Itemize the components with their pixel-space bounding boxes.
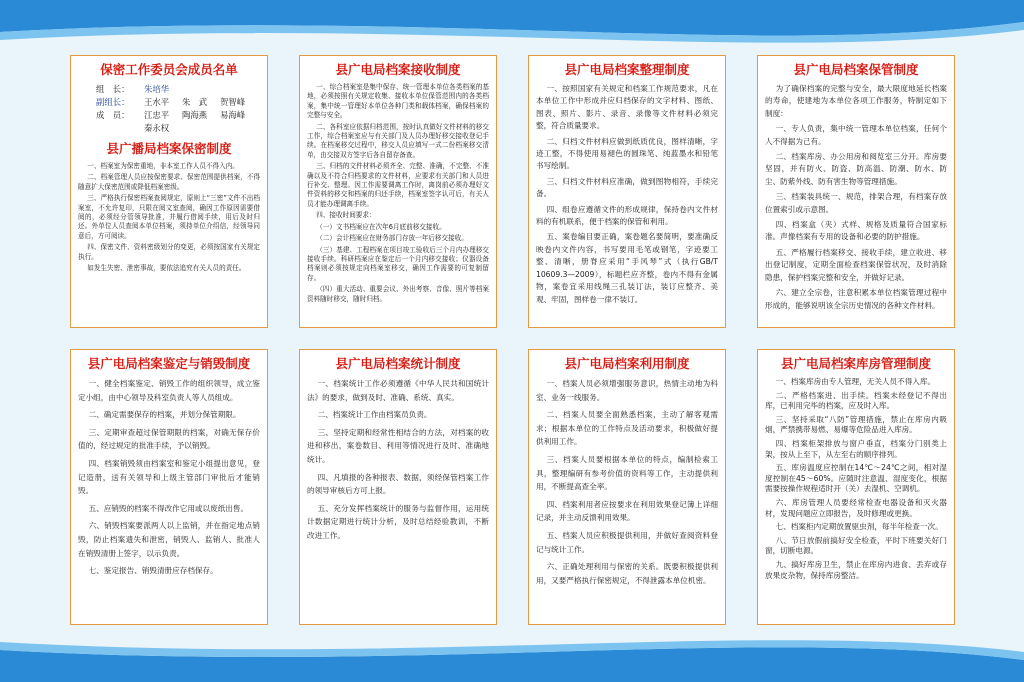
panel-title: 县广电局档案统计制度 xyxy=(335,356,461,371)
paragraph: 五、案卷编目要正确，案卷题名要简明，要准确反映卷内文件内容，书写要用毛笔或钢笔，字迹要工整、清晰，册脊应采用“手风琴”式（执行GB/T 10609.3—2009），标题栏应齐整，卷内不得有金属物，案卷宜采用线绳三孔装订法，装订应整齐、美观、牢固，图样卷一律不装订。 xyxy=(536,232,718,304)
deputy-name: 贺智峰 xyxy=(220,97,246,107)
leader-name: 朱培华 xyxy=(144,84,170,94)
paragraph: 如发生失密、泄密事故，要依法追究有关人员的责任。 xyxy=(87,264,246,273)
paragraph: 一、健全档案鉴定、销毁工作的组织领导，成立鉴定小组，由中心领导及科室负责人等人员组成。 xyxy=(78,379,260,402)
member-row xyxy=(78,109,260,122)
paragraph: 二、档案库房、办公用房和阅览室三分开。库房要坚固，并有防火、防盗、防高温、防潮、防水、防尘、防紫外线、防有害生物等管理措施。 xyxy=(765,152,947,186)
paragraph: （四）重大活动、重要会议、外出考察、音像、照片等档案资料随时移交，随时归档。 xyxy=(307,285,489,303)
paragraph: 三、档案人员要根据本单位的特点，编制检索工具，整理编研有参考价值的资料等工作，主动提供利用，不断提高查全率。 xyxy=(536,454,718,492)
panel-title: 县广电局档案保管制度 xyxy=(793,62,919,77)
paragraph: 四、组卷应遵循文件的形成规律，保持卷内文件材料的有机联系，便于档案的保管和利用。 xyxy=(536,204,718,227)
member-name: 秦永权 xyxy=(144,123,170,133)
deputy-name: 朱 武 xyxy=(182,97,208,107)
panel-archive-custody xyxy=(757,55,955,328)
paragraph: 七、档案柜内定期放置驱虫剂，每半年检查一次。 xyxy=(775,522,943,532)
paragraph: 二、严格档案进、出手续。档案未经登记不得出库，已利用完毕的档案，应及时入库。 xyxy=(765,390,947,411)
paragraph: 四、档案盒（夹）式样、规格及质量符合国家标准。声像档案有专用的设备和必要的防护措施。 xyxy=(765,220,947,242)
panel-appraisal-destruction xyxy=(70,349,268,625)
paragraph: （三）基建、工程档案在项目竣工验收后三个月内办理移交接收手续。科研档案应在鉴定后一个月内移交接收；仪器设备档案则必须按规定向档案室移交，确因工作需要的可复制留存。 xyxy=(307,245,489,282)
paragraph: 四、档案柜架排放与窗户垂直，档案分门别类上架，按从上至下，从左至右的顺序排列。 xyxy=(765,438,947,459)
paragraph: 二、归档文件材料应做到纸质优良，图样清晰，字迹工整，不得使用易褪色的圆珠笔、纯蓝墨水和铅笔书写绘制。 xyxy=(536,136,718,171)
paragraph: 三、归档文件材料应准确，做到图物相符，手续完备。 xyxy=(536,176,718,199)
paragraph: （二）会计档案应在财务部门存放一年后移交接收。 xyxy=(316,234,468,243)
panel-utilization xyxy=(528,349,726,625)
panel-title: 县广电局档案接收制度 xyxy=(335,62,461,77)
paragraph: 一、专人负责，集中统一管理本单位档案，任何个人不得据为己有。 xyxy=(765,124,947,146)
paragraph: 四、档案销毁须由档案室和鉴定小组提出意见，登记造册，送有关领导和上级主管部门审批后才能销毁。 xyxy=(78,458,260,496)
paragraph: 三、坚持定期和经常性相结合的方法，对档案的收进和移出，案卷数目、利用等情况进行及时、准确地统计。 xyxy=(307,427,489,464)
panel-archive-receiving xyxy=(299,55,497,328)
paragraph: 五、严格履行档案移交、接收手续，建立收进、移出登记制度，定期全面检查档案保管状况，及时消除隐患，保护档案完整和安全，并做好记录。 xyxy=(765,247,947,282)
paragraph: 四、凡填报的各种报表、数据，须经保管档案工作的领导审核后方可上报。 xyxy=(307,472,489,496)
paragraph: 三、定期审查超过保管期限的档案，对确无保存价值的，经过规定的批准手续，予以销毁。 xyxy=(78,427,260,451)
paragraph: 二、档案人员要全面熟悉档案，主动了解客观需求；根据本单位的工作特点及活动要求，积极做好提供利用工作。 xyxy=(536,410,718,447)
paragraph: （一）文书档案应在次年6月底前移交接收。 xyxy=(316,222,446,231)
member-name: 江忠平 xyxy=(144,110,170,120)
member-label: 成 员： xyxy=(96,110,130,120)
deputy-row xyxy=(78,96,260,109)
paragraph: 为了确保档案的完整与安全，最大限度地延长档案的寿命，使建地为本单位各项工作服务，特制定如下制度： xyxy=(765,84,947,118)
panel-archive-organizing xyxy=(528,55,726,328)
paragraph: 九、搞好库房卫生，禁止在库房内进食、丢弃或存放果皮杂物，保持库房整洁。 xyxy=(765,559,947,580)
paragraph: 三、档案装具统一、规范，排架合理，有档案存放位置索引或示意图。 xyxy=(765,192,947,214)
paragraph: 六、库房管理人员要经常检查电器设备和灭火器材，发现问题应立即报告，及时修理或更换。 xyxy=(765,497,947,518)
paragraph: 四、保密文件、资料密级划分的变更，必须按国家有关规定执行。 xyxy=(78,243,260,261)
panel-title: 县广电局档案利用制度 xyxy=(564,356,690,371)
panel-title: 县广电局档案鉴定与销毁制度 xyxy=(87,356,251,371)
panel-statistics xyxy=(299,349,497,625)
member-name: 陶海燕 xyxy=(182,110,208,120)
paragraph: 三、坚持采取“八防”管理措施，禁止在库房内吸烟，严禁携带易燃、易爆等危险品进入库房。 xyxy=(765,414,947,435)
top-wave-decoration xyxy=(0,0,1024,60)
paragraph: 二、各科室应依据归档范围，按时认真做好文件材料的移交工作，综合档案室应与有关部门及人员办理好移交接收登记手续。在档案移交过程中，移交人员应填写一式二份档案移交清单，由交接双方签字后各自留存备查。 xyxy=(307,122,489,159)
bottom-wave-decoration xyxy=(0,622,1024,682)
paragraph: 一、档案统计工作必须遵循《中华人民共和国统计法》的要求，做到及时、准确、系统、真实。 xyxy=(307,379,489,402)
paragraph: 二、确定需要保存的档案，并划分保管期限。 xyxy=(88,410,241,420)
paragraph: 五、库房温度应控制在14℃～24℃之间，相对湿度控制在45～60%。应随时注意温、湿度变化，根据需要按操作规程适时开（关）去湿机、空调机。 xyxy=(765,463,947,494)
paragraph: 五、档案人员应积极提供利用，并做好查阅资料登记与统计工作。 xyxy=(536,530,718,554)
member-row xyxy=(78,122,260,135)
paragraph: 二、档案统计工作由档案员负责。 xyxy=(317,410,432,420)
panel-storage-room xyxy=(757,349,955,625)
paragraph: 四、档案利用者应按要求在利用效果登记簿上详细记录，并主动反馈利用效果。 xyxy=(536,499,718,523)
paragraph: 五、充分发挥档案统计的服务与监督作用，运用统计数据定期进行统计分析，及时总结经验教训，不断改进工作。 xyxy=(307,503,489,540)
paragraph: 一、档案室为保密重地，非本室工作人员不得入内。 xyxy=(87,162,239,170)
paragraph: 一、档案库房由专人管理，无关人员不得入库。 xyxy=(775,377,936,386)
panel-committee-and-confidentiality xyxy=(70,55,268,328)
leader-row xyxy=(78,83,260,96)
panel-title: 县广电局档案库房管理制度 xyxy=(780,356,931,371)
paragraph: 三、严格执行保密档案查阅规定，原则上“三密”文件不出档案室，不允许复印，只限在阅文室查阅，确因工作原因需要借阅的，必须经分管领导批准，并履行借阅手续，用后及时归还。外单位人员查阅本单位档案，须持单位介绍信，经领导同意后，方可阅读。 xyxy=(78,194,260,240)
member-name: 易海峰 xyxy=(220,110,246,120)
paragraph: 七、鉴定报告、销毁清册应存档保存。 xyxy=(88,566,218,576)
paragraph: 六、正确处理利用与保密的关系。既要积极提供利用，又要严格执行保密规定，不得泄露本单位机密。 xyxy=(536,562,718,585)
paragraph: 四、接收时间要求： xyxy=(316,211,376,220)
paragraph: 五、应销毁的档案不得改作它用或以废纸出售。 xyxy=(88,503,249,513)
panel-title: 县广电局档案整理制度 xyxy=(564,62,690,77)
paragraph: 一、综合档案室是集中保存、统一管理本单位各类档案的基地，必须按照有关规定收集、接收本单位保管范围内的各类档案，集中统一管理好本单位各种门类和载体档案，确保档案的完整与安全。 xyxy=(307,83,489,120)
paragraph: 一、按照国家有关规定和档案工作规范要求，凡在本单位工作中形成并应归档保存的文字材料、图纸、图表、照片、影片、录音、录像等文件材料必须完整，符合质量要求。 xyxy=(536,84,718,131)
deputy-label: 副组长： xyxy=(96,97,130,107)
paragraph: 八、节日放假前搞好安全检查，平时下班要关好门窗，切断电源。 xyxy=(765,535,947,556)
paragraph: 一、档案人员必须增强服务意识，热情主动地为科室、业务一线服务。 xyxy=(536,379,718,402)
leader-label: 组 长： xyxy=(96,84,130,94)
committee-members xyxy=(78,83,260,135)
confidentiality-title: 县广播局档案保密制度 xyxy=(106,141,232,156)
paragraph: 六、建立全宗卷，注意积累本单位档案管理过程中形成的，能够说明该全宗历史情况的各种文件材料。 xyxy=(765,288,947,310)
committee-list-title: 保密工作委员会成员名单 xyxy=(100,62,238,77)
paragraph: 二、档案管理人员应按保密要求、保密范围提供档案，不得随意扩大保密范围或降低档案密级。 xyxy=(78,173,260,191)
paragraph: 六、销毁档案要派两人以上监销，并在指定地点销毁，防止档案遗失和泄密，销毁人、监销人、批准人在销毁清册上签字，以示负责。 xyxy=(78,521,260,558)
paragraph: 三、归档的文件材料必须齐全、完整、准确，不完整、不准确以及不符合归档要求的文件材料，应要求有关部门和人员进行补交、整理。因工作需要调离工作时，离岗前必须办理好文件资料的移交和档案的归还手续，档案室签字认可后，有关人员才能办理调离手续。 xyxy=(307,162,489,208)
deputy-name: 王水平 xyxy=(144,97,170,107)
